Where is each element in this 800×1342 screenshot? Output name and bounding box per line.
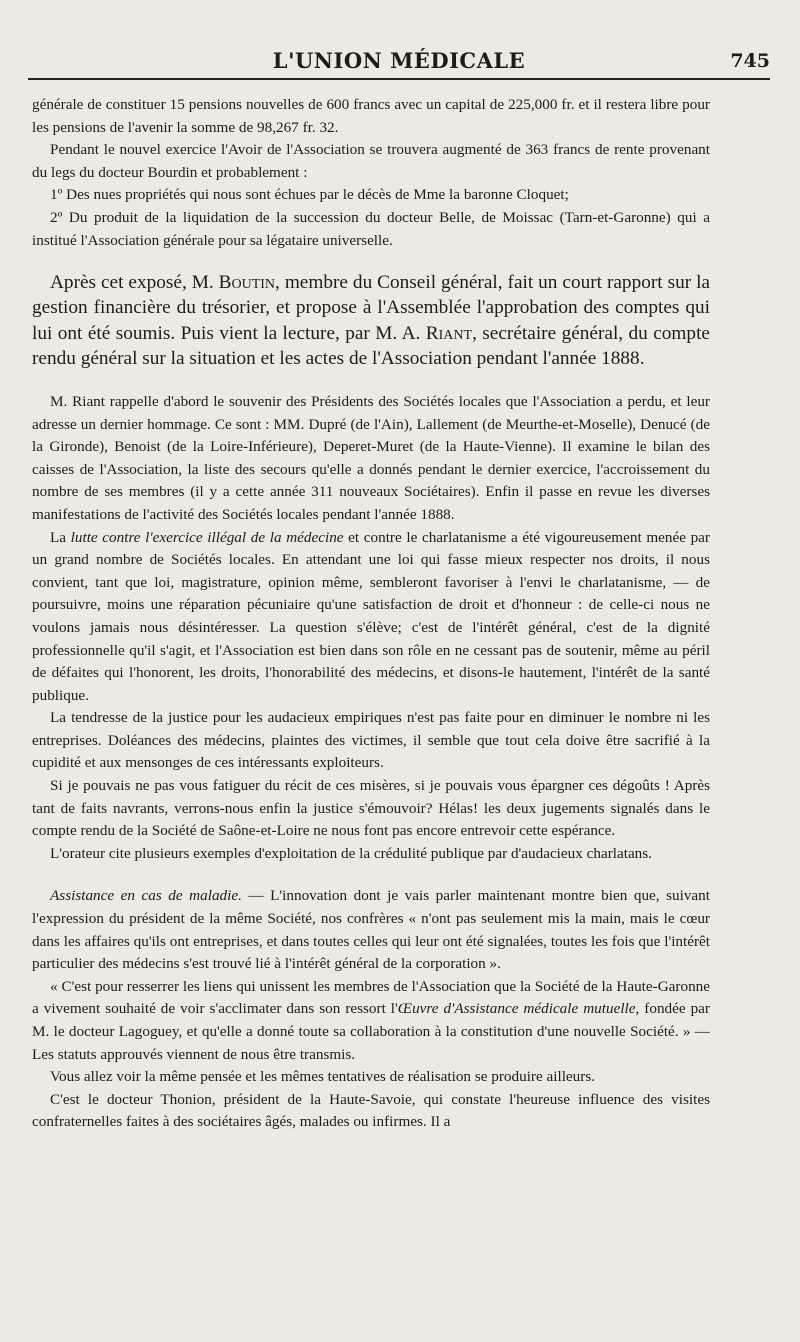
paragraph-item-1: 1º Des nues propriétés qui nous sont échues par le décès de Mme la baronne Cloquet;: [50, 186, 569, 204]
paragraph-orateur: L'orateur cite plusieurs exemples d'exploitation de la crédulité publique par d'audacieux charlatans.: [50, 844, 652, 862]
paragraph-thonion: C'est le docteur Thonion, président de la Haute-Savoie, qui constate l'heureuse influence des visites confraternelles faites à des sociétaires âgés, malades ou infirmes. Il a: [32, 1090, 710, 1131]
paragraph-expose: Après cet exposé, M. Boutin, membre du Conseil général, fait un court rapport sur la gestion financière du trésorier, et propose à l'Assemblée l'approbation des comptes qui lui ont été soumis. Puis vient la lecture, par M. A. Riant, secrétaire général, du compte rendu général sur la situation et les actes de l'Association pendant l'année 1888.: [32, 272, 710, 369]
name-riant: Riant: [425, 322, 473, 344]
paragraph-haute-garonne: « C'est pour resserrer les liens qui unissent les membres de l'Association que la Société de la Haute-Garonne a vivement souhaité de voir s'acclimater dans son ressort l'Œuvre d'Assistance médicale mutuelle, fondée par M. le docteur Lagoguey, et qu'elle a donné toute sa collaboration à la constitution d'une nouvelle Société. » — Les statuts approuvés viennent de nous être transmis.: [32, 977, 710, 1063]
paragraph-assistance: Assistance en cas de maladie. — L'innovation dont je vais parler maintenant montre bien que, suivant l'expression du président de la même Société, nos confrères « n'ont pas seulement mis la main, mais le cœur dans les affaires qu'ils ont entreprises, et dans toutes celles qui leur ont été signalées, toutes les fois que l'intérêt particulier des médecins s'est trouvé lié à l'intérêt général de la corporation ».: [32, 887, 710, 973]
journal-title: L'UNION MÉDICALE: [272, 48, 526, 73]
running-head: [28, 44, 770, 80]
paragraph-riant: M. Riant rappelle d'abord le souvenir des Présidents des Sociétés locales que l'Association a perdu, et leur adresse un dernier hommage. Ce sont : MM. Dupré (de l'Ain), Lallement (de Meurthe-et-Moselle), Denucé (de la Gironde), Benoist (de la Loire-Inférieure), Deperet-Muret (de la Haute-Vienne). Il examine le bilan des caisses de l'Association, la liste des secours qu'elle a donnés pendant le dernier exercice, l'accroissement du nombre de ses membres (il y a cette année 311 nouveaux Sociétaires). Enfin il passe en revue les diverses manifestations de l'activité des Sociétés locales pendant l'année 1888.: [32, 392, 710, 523]
italic-lutte: lutte contre l'exercice illégal de la médecine: [70, 528, 344, 546]
paragraph-ailleurs: Vous allez voir la même pensée et les mêmes tentatives de réalisation se produire ailleurs.: [50, 1068, 596, 1086]
article-body: [32, 94, 710, 1134]
italic-oeuvre: Œuvre d'Assistance médicale mutuelle: [397, 1000, 636, 1018]
paragraph-item-2: 2º Du produit de la liquidation de la succession du docteur Belle, de Moissac (Tarn-et-Garonne) qui a institué l'Association générale pour sa légataire universelle.: [32, 208, 710, 249]
italic-assistance: Assistance en cas de maladie.: [50, 887, 242, 905]
paragraph-lutte: La lutte contre l'exercice illégal de la médecine et contre le charlatanisme a été vigoureusement menée par un grand nombre de Sociétés locales. En attendant une loi qui fasse mieux respecter nos droits, il nous convient, tant que loi, magistrature, opinion même, sembleront favoriser à l'envi le charlatanisme, — de poursuivre, moins une réparation pécuniaire qu'une satisfaction de droit et d'honneur : de celle-ci nous ne voulons jamais nous désintéresser. La question s'élève; c'est de l'intérêt général, c'est de la dignité professionnelle qu'il s'agit, et l'Association est bien dans son rôle en ne cessant pas de soutenir, même au péril de défaites qui l'honorent, les droits, l'honorabilité des médecins, et disons-le hautement, l'intérêt de la santé publique.: [32, 528, 710, 704]
paragraph-avoir: Pendant le nouvel exercice l'Avoir de l'Association se trouvera augmenté de 363 francs de rente provenant du legs du docteur Bourdin et probablement :: [32, 141, 710, 181]
paragraph-pensions: générale de constituer 15 pensions nouvelles de 600 francs avec un capital de 225,000 fr. et il restera libre pour les pensions de l'avenir la somme de 98,267 fr. 32.: [32, 96, 710, 136]
paragraph-miseres: Si je pouvais ne pas vous fatiguer du récit de ces misères, si je pouvais vous épargner ces dégoûts ! Après tant de faits navrants, verrons-nous enfin la justice s'émouvoir? Hélas! les deux jugements signalés dans le compte rendu de la Société de Saône-et-Loire ne nous font pas encore entrevoir cette espérance.: [32, 777, 710, 840]
page-number: 745: [730, 50, 770, 72]
paragraph-tendresse: La tendresse de la justice pour les audacieux empiriques n'est pas faite pour en diminuer le nombre ni les entreprises. Doléances des médecins, plaintes des victimes, il semble que tout cela doive être sacrifié à la cupidité et aux mensonges de ces intéressants exploiteurs.: [32, 709, 710, 772]
name-boutin: Boutin: [218, 272, 276, 294]
